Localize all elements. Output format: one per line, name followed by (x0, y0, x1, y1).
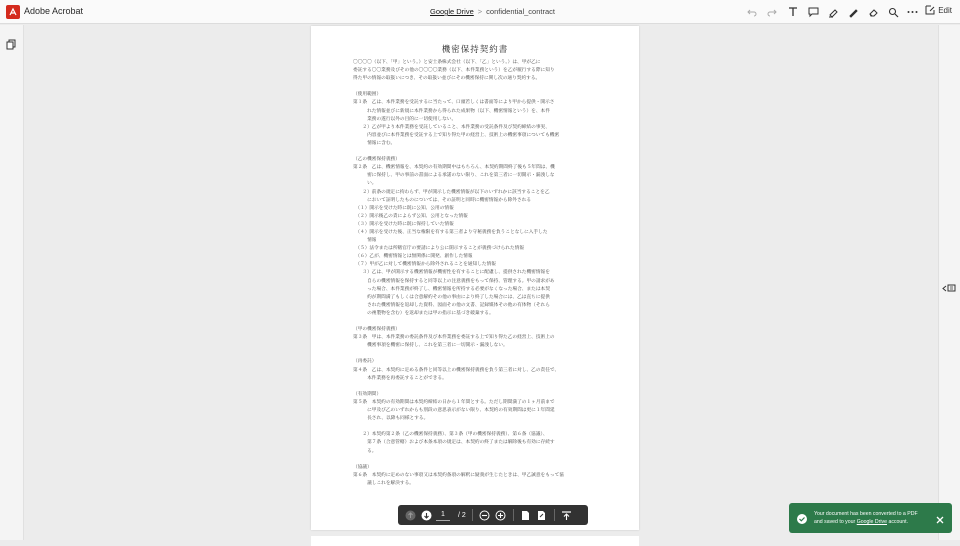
total-pages-label: / 2 (458, 511, 466, 519)
acrobat-logo-icon (6, 5, 20, 19)
page-display-icon[interactable] (536, 509, 548, 521)
document-line: （有効期間） (353, 391, 382, 397)
fit-page-icon[interactable] (520, 509, 532, 521)
toast-line-2 (814, 518, 929, 526)
document-line: 本件業務を再委託することができる。 (353, 375, 447, 381)
toolbar-divider (513, 509, 514, 521)
redo-icon[interactable] (764, 4, 780, 20)
zoom-in-icon[interactable] (495, 509, 507, 521)
document-line: （６）乙が、機密情報とは無関係に開発、創作した情報 (353, 254, 473, 260)
toast-line-2-suffix: account. (888, 519, 909, 525)
document-line: 情報 (353, 238, 377, 244)
document-line: 第２条 乙は、機密情報を、本契約の有効期間中はもちろん、本契約期間終了後も５年間は、機 (353, 165, 555, 171)
document-blank-line (353, 456, 599, 464)
document-line: 情報に含む。 (353, 140, 396, 146)
toast-line-1: Your document has been converted to a PDF (814, 511, 918, 517)
document-line: 長され、以降も同様とする。 (353, 416, 429, 422)
highlight-icon[interactable] (825, 4, 841, 20)
document-line: 第４条 乙は、本契約に定める条件と同等以上の機密保持義務を負う第三者に対し、乙の責任で、 (353, 367, 560, 373)
page-thumbnails-icon[interactable] (6, 35, 17, 54)
document-line: 自らの機密情報を保持すると同等以上の注意義務をもって保持、管理する。甲の請求があ (353, 278, 555, 284)
document-line: 約が期間満了もしくは合意解約その他の事由により終了した場合には、乙は直ちに提供 (353, 294, 550, 300)
toolbar-divider (554, 509, 555, 521)
document-blank-line (353, 83, 599, 91)
document-blank-line (353, 318, 599, 326)
document-line: 第７条（合意管轄）および本条本項の規定は、本契約の終了または解除後も有効に存続す (353, 440, 555, 446)
conversion-toast (789, 503, 952, 533)
document-line: ２）本契約第２条（乙の機密保持義務）、第３条（甲の機密保持義務）、第６条（協議）、 (353, 432, 548, 438)
toast-message (814, 510, 929, 526)
document-line: に甲及び乙のいずれからも別段の意思表示がない限り、本契約の有効期間は更に１年間延 (353, 408, 555, 414)
document-blank-line (353, 148, 599, 156)
comments-panel-toggle-icon[interactable] (942, 278, 956, 297)
toast-google-drive-link[interactable]: Google Drive (856, 519, 887, 525)
undo-icon[interactable] (744, 4, 760, 20)
edit-button[interactable] (925, 5, 952, 15)
document-page-1 (311, 26, 639, 530)
document-blank-line (353, 383, 599, 391)
document-line: （１）開示を受けた時に既に公知、公用の情報 (353, 205, 454, 211)
text-icon[interactable] (785, 4, 801, 20)
document-line: 第５条 本契約の有効期間は本契約締結の日から１年間とする。ただし期間満了の１ヶ月前まで (353, 399, 555, 405)
document-line: 機密事項を機密に保持し、これを第三者に一切開示・漏洩しない。 (353, 343, 508, 349)
breadcrumb (430, 7, 555, 16)
document-line: 〇〇〇〇（以下、「甲」という。）と安士条株式会社（以下、「乙」という。）は、甲が乙に (353, 60, 541, 65)
page-navigation-toolbar (398, 505, 588, 525)
document-line: ２）乙が甲より本件業務を受託していること、本件業務の受託条件及び契約締結の事実、 (353, 124, 550, 130)
document-line: された機密情報を返却した資料、図面その他の文書、記録媒体その他の有体物（それら (353, 302, 550, 308)
breadcrumb-google-drive-link[interactable]: Google Drive (430, 7, 474, 16)
document-line: 委託する〇〇業務及びその他の〇〇〇〇業務（以下、本件業務という）を乙が履行する際に知り (353, 68, 555, 74)
document-line: ３）乙は、甲が開示する機密情報が機密性を有することに配慮し、提供された機密情報を (353, 270, 550, 276)
collapse-toolbar-icon[interactable] (561, 509, 573, 521)
close-icon[interactable] (936, 509, 944, 528)
document-line: （協議） (353, 464, 372, 470)
document-line: い。 (353, 181, 377, 187)
document-line: （再委託） (353, 359, 377, 365)
document-line: （２）開示後乙の責によらず公知、公用となった情報 (353, 213, 468, 219)
document-blank-line (353, 423, 599, 431)
document-title: 機密保持契約書 (441, 45, 509, 55)
document-line: 第３条 甲は、本件業務の委託条件及び本件業務を委託する上で知り得た乙の経営上、技術上の (353, 335, 555, 341)
document-line: 業務の遂行以外の目的に一切使用しない。 (353, 116, 457, 122)
document-line: において証明したものについては、その証明と同時に機密情報から除外される (353, 197, 532, 203)
document-line: （７）甲が乙に対して機密情報から除外されることを通知した情報 (353, 262, 496, 268)
comment-icon[interactable] (805, 4, 821, 20)
document-line: ２）前条の規定に拘わらず、甲が開示した機密情報が以下のいずれかに該当することを乙 (353, 189, 550, 195)
document-line: （甲の機密保持義務） (353, 327, 400, 333)
toolbar-divider (472, 509, 473, 521)
breadcrumb-separator: > (477, 7, 483, 16)
document-line: の複製物を含む）を返却または甲の指示に基づき破棄する。 (353, 310, 494, 316)
app-title: Adobe Acrobat (24, 6, 84, 16)
edit-label: Edit (938, 5, 952, 15)
search-icon[interactable] (885, 4, 901, 20)
edit-icon (925, 5, 935, 15)
document-page-2 (311, 536, 639, 546)
document-line: （４）開示を受けた後、正当な権限を有する第三者より守秘義務を負うことなしに入手した (353, 229, 548, 235)
right-rail (938, 25, 960, 540)
top-bar (0, 0, 960, 24)
more-icon[interactable] (904, 4, 920, 20)
document-line: （使用範囲） (353, 92, 382, 98)
document-line: 第６条 本契約に定めのない事項又は本契約条項の解釈に疑義が生じたときは、甲乙誠意をもって協 (353, 472, 564, 478)
current-page-input[interactable]: 1 (436, 509, 450, 521)
document-blank-line (353, 350, 599, 358)
document-line: った場合、本件業務が終了し、機密情報を所持する必要がなくなった場合、または本契 (353, 286, 550, 292)
eraser-icon[interactable] (865, 4, 881, 20)
document-line: 議しこれを解決する。 (353, 480, 414, 486)
next-page-icon[interactable] (420, 509, 432, 521)
document-line: 内容並びに本件業務を受託する上で知り得た甲の経営上、技術上の機密事項についても機密 (353, 132, 560, 138)
draw-icon[interactable] (845, 4, 861, 20)
document-line: 密に保持し、甲の事前の書面による承諾のない限り、これを第三者に一切開示・漏洩しな (353, 173, 555, 179)
document-line: （５）法令または所轄官庁の要請により公に開示することが義務づけられた情報 (353, 246, 525, 252)
document-body (353, 59, 599, 488)
document-line: 第１条 乙は、本件業務を受託するに当たって、口頭若しくは書面等により甲から提供・開示さ (353, 100, 555, 106)
document-line: 得た甲の情報の取扱いにつき、その取扱い並びにその機密保持に関し次の通り契約する。 (353, 76, 541, 82)
previous-page-icon[interactable] (404, 509, 416, 521)
document-line: る。 (353, 448, 377, 454)
zoom-out-icon[interactable] (479, 509, 491, 521)
toast-line-2-prefix: and saved to your (814, 519, 856, 525)
document-line: （３）開示を受けた時に既に保持していた情報 (353, 221, 454, 227)
document-line: （乙の機密保持義務） (353, 157, 400, 163)
document-line: れた情報並びに新規に本件業務から得られた成果物（以下、機密情報という）を、本件 (353, 108, 550, 114)
left-rail (0, 25, 24, 540)
success-check-icon (797, 509, 807, 528)
breadcrumb-file-name: confidential_contract (486, 7, 555, 16)
